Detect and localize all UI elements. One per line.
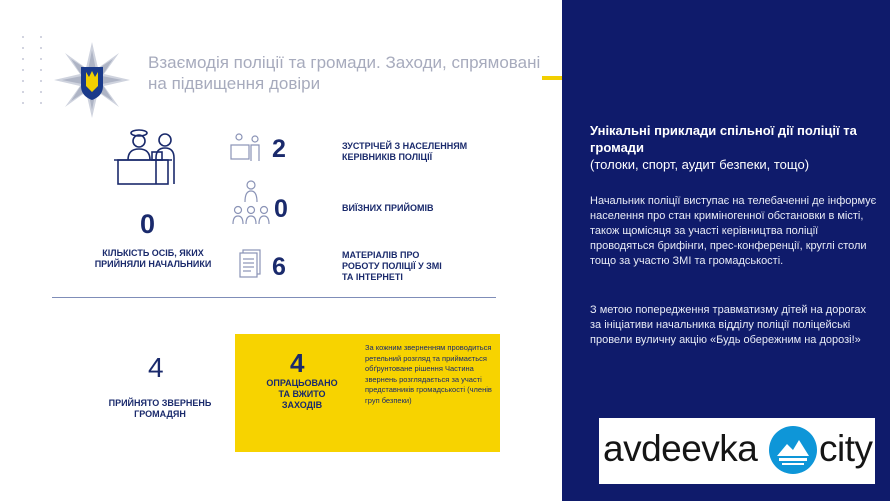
right-paragraph-1: Начальник поліції виступає на телебаченні де інформує населення про стан криміногенної обстановки в місті, також щомісяця за участі керівництва поліції проводяться брифінги, прес-конференції, круглі столи тощо за участю ЗМІ та громадськості. [590, 195, 877, 267]
stat-materials-label: МАТЕРІАЛІВ ПРО РОБОТУ ПОЛІЦІЇ У ЗМІ ТА ІНТЕРНЕТІ [342, 250, 442, 282]
watermark-right-text: city [819, 428, 873, 469]
reception-desk-icon [112, 124, 188, 190]
reception-label: КІЛЬКІСТЬ ОСІБ, ЯКИХ ПРИЙНЯЛИ НАЧАЛЬНИКИ [94, 248, 212, 269]
dot [22, 69, 24, 71]
dot-grid-decoration [22, 36, 44, 106]
dot [40, 47, 42, 49]
dot [22, 91, 24, 93]
right-paragraph-2: З метою попередження травматизму дітей на дорогах за ініціативи начальника відділу поліції поліцейські провели вуличну акцію «Будь обережним на дорозі!» [590, 304, 866, 346]
dot [22, 47, 24, 49]
dot [40, 91, 42, 93]
processed-value: 4 [290, 348, 305, 378]
section-divider [52, 297, 496, 298]
group-icon [230, 178, 272, 228]
dot [40, 102, 42, 104]
reception-value: 0 [140, 209, 156, 239]
stat-materials-value: 6 [272, 253, 286, 281]
processed-box [235, 334, 500, 452]
stat-meetings-value: 2 [272, 135, 286, 163]
watermark-logo [599, 418, 875, 484]
appeals-value: 4 [148, 352, 164, 383]
processed-description: За кожним зверненням проводиться ретельний розгляд та приймається обґрунтоване рішення Частина звернень розглядається за участі представників громадськості (членів груп безпеки) [365, 343, 492, 405]
right-heading-sub: (толоки, спорт, аудит безпеки, тощо) [590, 157, 810, 172]
page-title: Взаємодія поліції та громади. Заходи, спрямовані на підвищення довіри [148, 53, 541, 93]
watermark-left-text: avdeevka [603, 428, 758, 469]
document-icon [238, 248, 262, 278]
processed-label: ОПРАЦЬОВАНО ТА ВЖИТО ЗАХОДІВ [266, 378, 338, 410]
stat-visits-value: 0 [274, 195, 288, 223]
right-heading-bold: Унікальні приклади спільної дії поліції та громади [590, 123, 857, 155]
stat-meetings-label: ЗУСТРІЧЕЙ З НАСЕЛЕННЯМ КЕРІВНИКІВ ПОЛІЦІЇ [342, 141, 468, 162]
dot [40, 58, 42, 60]
dot [22, 102, 24, 104]
dot [40, 36, 42, 38]
dot [22, 80, 24, 82]
police-emblem-icon [52, 40, 132, 120]
meeting-icon [229, 131, 263, 165]
dot [40, 80, 42, 82]
dot [40, 69, 42, 71]
dot [22, 36, 24, 38]
right-heading [590, 122, 880, 173]
dot [22, 58, 24, 60]
watermark-circle-icon [769, 426, 817, 474]
appeals-label: ПРИЙНЯТО ЗВЕРНЕНЬ ГРОМАДЯН [108, 398, 212, 419]
stat-visits-label: ВИЇЗНИХ ПРИЙОМІВ [342, 203, 434, 213]
